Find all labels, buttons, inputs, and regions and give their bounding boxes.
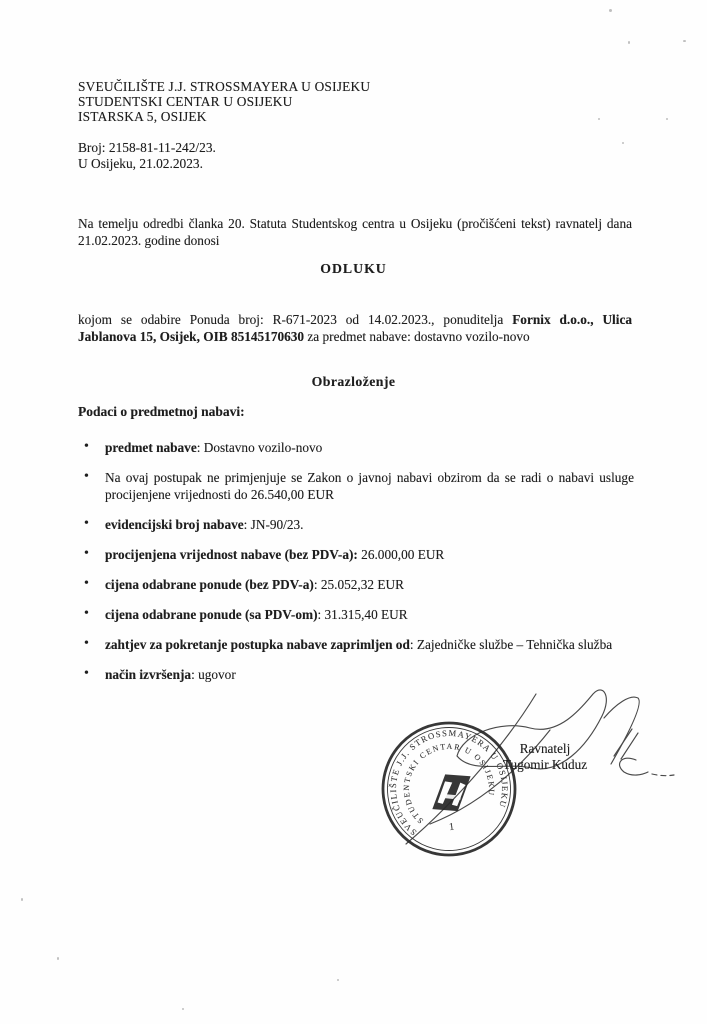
explanation-title: Obrazloženje <box>311 374 396 389</box>
scan-speck <box>598 118 600 120</box>
bullet-value: : ugovor <box>191 666 236 682</box>
decision-paragraph <box>78 312 632 345</box>
scan-speck <box>337 979 339 981</box>
supplier-details: Fornix d.o.o., Ulica Jablanova 15, Osijek, OIB 85145170630 <box>78 312 632 344</box>
bullet-value: : Dostavno vozilo-novo <box>196 440 323 455</box>
bullet-label: evidencijski broj nabave <box>105 516 244 532</box>
letterhead-institution: STUDENTSKI CENTAR U OSIJEKU <box>78 94 293 109</box>
bullet-value: : JN-90/23. <box>243 516 304 532</box>
procurement-bullet-list <box>78 440 634 697</box>
bullet-value: : 25.052,32 EUR <box>313 576 404 592</box>
bullet-value: Na ovaj postupak ne primjenjuje se Zakon o javnoj nabavi obzirom da se radi o nabavi usluge procijenjene vrijednosti do 26.540,00 EUR <box>105 470 634 502</box>
reference-number: Broj: 2158-81-11-242/23. <box>78 140 216 155</box>
list-item <box>78 637 634 654</box>
procurement-data-heading: Podaci o predmetnoj nabavi: <box>78 404 245 419</box>
list-item <box>78 517 634 534</box>
scan-speck <box>683 40 686 42</box>
decision-paragraph-start: kojom se odabire Ponuda broj: R-671-2023 od 14.02.2023., ponuditelja <box>78 312 513 327</box>
stamp-inner-text: STUDENTSKI CENTAR U OSIJEKU <box>401 741 497 826</box>
list-item <box>78 607 634 624</box>
scan-speck <box>609 9 612 12</box>
student-center-logo-icon <box>428 771 474 814</box>
stamp-number: 1 <box>448 821 455 834</box>
scan-speck <box>622 142 624 144</box>
bullet-label: predmet nabave <box>105 440 197 455</box>
letterhead <box>78 79 370 124</box>
scan-speck <box>57 957 59 960</box>
place-and-date: U Osijeku, 21.02.2023. <box>78 155 203 171</box>
bullet-value: : Zajedničke službe – Tehnička služba <box>409 636 613 652</box>
stamp-outer-text: SVEUČILIŠTE J.J. STROSSMAYERA U OSIJEKU <box>387 727 511 838</box>
scan-speck <box>666 118 668 120</box>
scan-speck <box>182 1008 184 1010</box>
bullet-value: : 31.315,40 EUR <box>317 606 408 622</box>
letterhead-address: ISTARSKA 5, OSIJEK <box>78 109 207 124</box>
list-item <box>78 547 634 564</box>
list-item <box>78 667 634 684</box>
list-item <box>78 470 634 503</box>
intro-paragraph: Na temelju odredbi članka 20. Statuta Studentskog centra u Osijeku (pročišćeni tekst) ravnatelj dana 21.02.2023. godine donosi <box>78 216 632 248</box>
bullet-label: procijenjena vrijednost nabave (bez PDV-a): <box>105 546 358 562</box>
decision-title: ODLUKU <box>320 261 387 276</box>
list-item <box>78 577 634 594</box>
bullet-value: 26.000,00 EUR <box>357 546 445 562</box>
scan-speck <box>628 41 630 44</box>
official-round-stamp <box>365 705 532 872</box>
bullet-label: cijena odabrane ponude (sa PDV-om) <box>105 606 318 622</box>
signatory-name: Tugomir Kuduz <box>502 757 588 772</box>
letterhead-university: SVEUČILIŠTE J.J. STROSSMAYERA U OSIJEKU <box>78 79 371 94</box>
decision-paragraph-end: za predmet nabave: dostavno vozilo-novo <box>304 328 530 344</box>
list-item <box>78 440 634 457</box>
bullet-label: cijena odabrane ponude (bez PDV-a) <box>105 576 314 592</box>
bullet-label: način izvršenja <box>105 666 192 682</box>
bullet-label: zahtjev za pokretanje postupka nabave zaprimljen od <box>105 636 410 652</box>
scan-speck <box>21 898 23 901</box>
signatory-role: Ravnatelj <box>519 741 571 756</box>
reference-block <box>78 140 216 171</box>
